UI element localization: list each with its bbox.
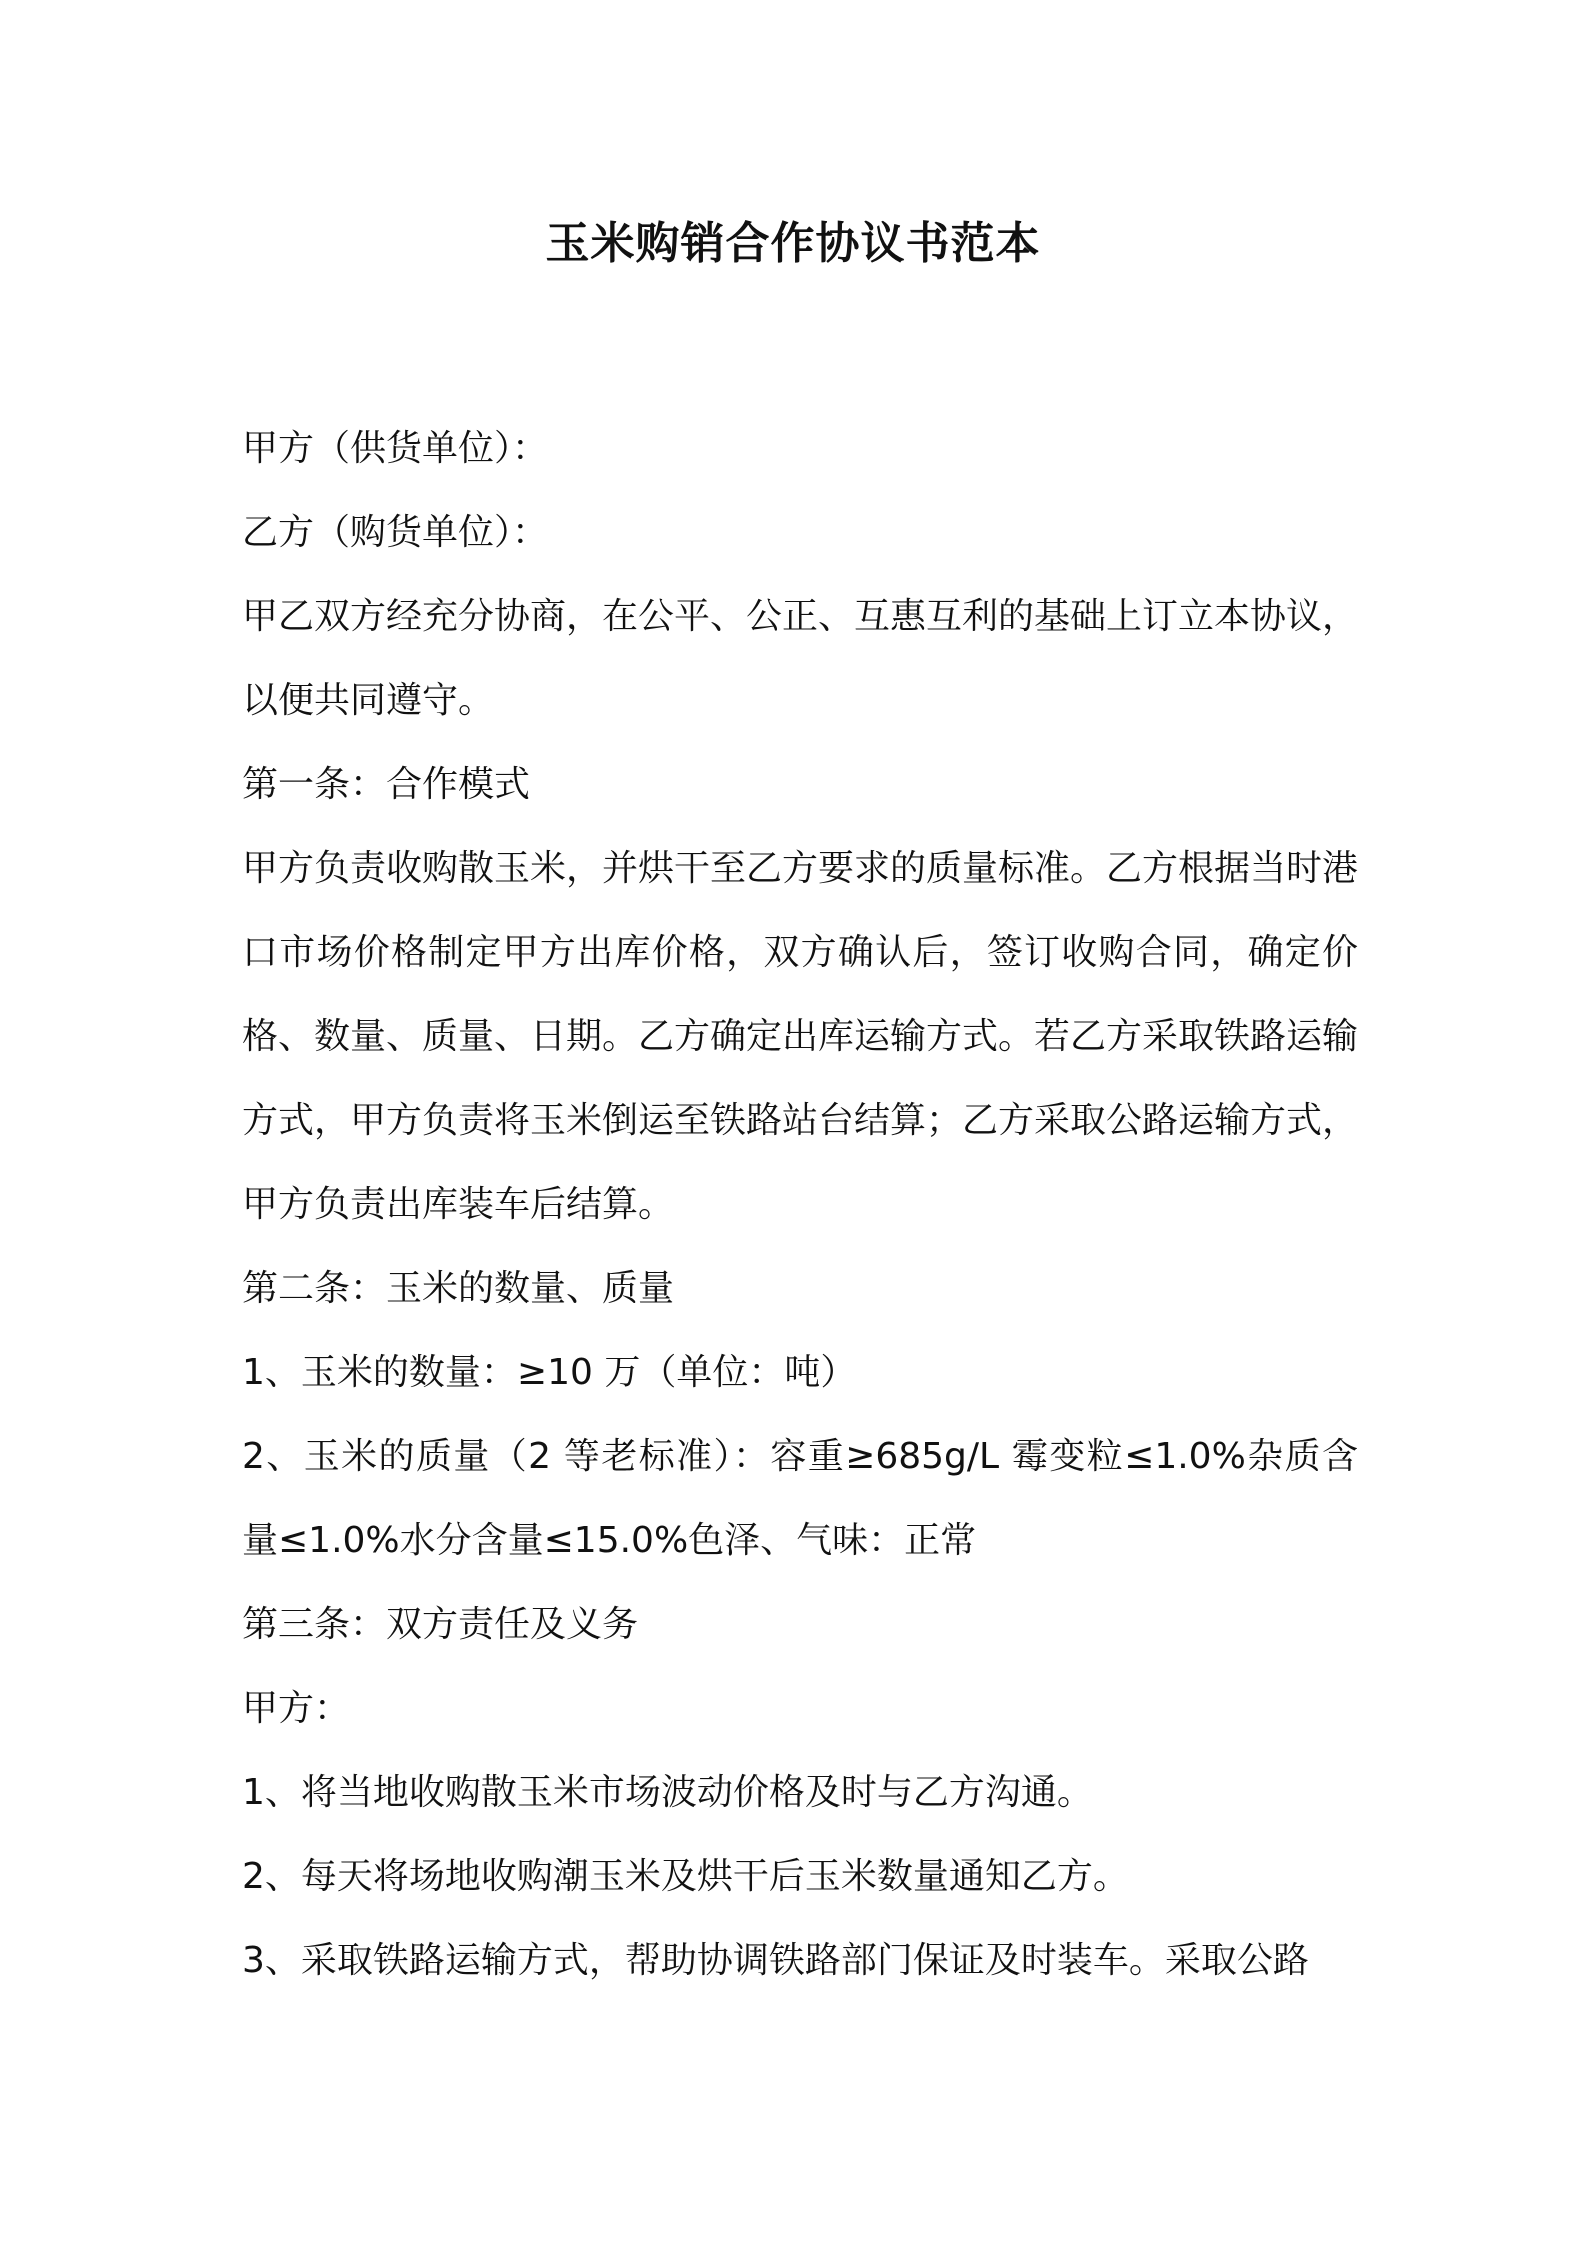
article-1-paragraph: 甲方负责收购散玉米，并烘干至乙方要求的质量标准。乙方根据当时港口市场价格制定甲方出库价格，双方确认后，签订收购合同，确定价格、数量、质量、日期。乙方确定出库运输方式。若乙方采取铁路运输方式，甲方负责将玉米倒运至铁路站台结算；乙方采取公路运输方式，甲方负责出库装车后结算。 [242,848,1359,1225]
party-a-duties-heading: 甲方： [242,1688,351,1729]
article-1-heading: 第一条：合作模式 [242,764,531,805]
intro-paragraph: 甲乙双方经充分协商，在公平、公正、互惠互利的基础上订立本协议，以便共同遵守。 [242,596,1359,721]
party-a-line: 甲方（供货单位）： [242,428,549,469]
duty-item: 2、每天将场地收购潮玉米及烘干后玉米数量通知乙方。 [242,1856,1129,1897]
quantity-item: 1、玉米的数量：≥10 万（单位：吨） [242,1352,857,1393]
duty-item: 1、将当地收购散玉米市场波动价格及时与乙方沟通。 [242,1772,1093,1813]
article-2-heading: 第二条：玉米的数量、质量 [242,1268,675,1309]
duty-item: 3、采取铁路运输方式，帮助协调铁路部门保证及时装车。采取公路 [242,1940,1309,1981]
document-body [242,407,1358,2003]
document-title: 玉米购销合作协议书范本 [545,218,1041,269]
article-3-heading: 第三条：双方责任及义务 [242,1604,639,1645]
quality-item: 2、玉米的质量（2 等老标准）：容重≥685g/L 霉变粒≤1.0%杂质含量≤1.0%水分含量≤15.0%色泽、气味：正常 [242,1436,1358,1561]
party-b-line: 乙方（购货单位）： [242,512,549,553]
